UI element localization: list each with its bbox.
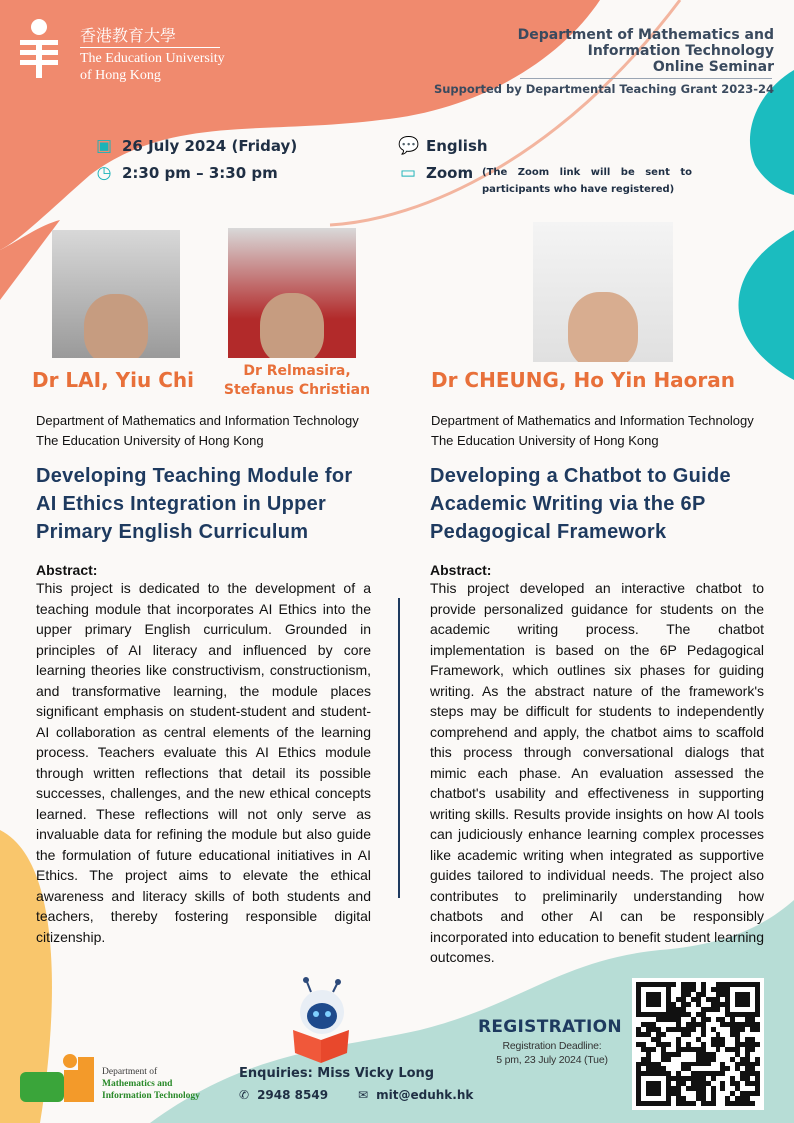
abstract-label: Abstract: [430,562,492,578]
dept-line-1: Department of [102,1067,158,1077]
phone-icon: ✆ [239,1088,250,1102]
header-divider [520,78,772,79]
header-line-1: Department of Mathematics and [517,27,774,43]
email-icon: ✉ [358,1088,369,1102]
zoom-note: (The Zoom link will be sent to participants who have registered) [482,167,692,195]
mit-dept-name [102,1066,200,1102]
university-name [80,28,225,84]
supported-by: Supported by Departmental Teaching Grant 2023-24 [433,82,774,96]
affil-dept: Department of Mathematics and Information Technology [431,413,754,428]
photo-lai [52,230,180,358]
laptop-icon: ▭ [399,163,417,183]
affil-dept: Department of Mathematics and Information Technology [36,413,359,428]
contact-row [239,1088,473,1102]
affil-univ: The Education University of Hong Kong [431,433,659,448]
registration-heading: REGISTRATION [478,1017,622,1037]
right-talk-column [430,462,764,968]
clock-icon: ◷ [96,163,112,183]
university-chinese: 香港教育大學 [80,28,220,48]
enquiries: Enquiries: Miss Vicky Long [239,1066,435,1081]
left-abstract [36,562,371,947]
event-language [398,136,488,156]
university-english-1: The Education University [80,51,225,66]
speaker-cheung: Dr CHEUNG, Ho Yin Haoran [431,368,736,392]
robot-reading-icon [285,968,355,1063]
event-date [94,136,297,156]
header-line-2: Information Technology [587,43,774,59]
left-talk-title: Developing Teaching Module for AI Ethics Integration in Upper Primary English Curriculum [36,465,353,543]
speaker-lai: Dr LAI, Yiu Chi [32,368,194,392]
abstract-text: This project developed an interactive chatbot to provide personalized guidance for students on the academic writing process. The chatbot implementation is based on the 6P Pedagogical Framework, which outlines six phases for guiding writing. As the abstract nature of the framework's steps may be difficult for students to independently comprehend and apply, the chatbot aims to scaffold this process through conversational dialogs that mimic each phase. An evaluation assessed the chatbot's usability and effectiveness in supporting writing skills. Results provide insights on how AI tools can judiciously enhance learning complex processes like academic writing when integrated as supportive guides tailored to individual needs. The project also contributes to preliminarily understanding how chatbots and other AI can be responsibly incorporated into education to benefit student learning outcomes. [430,580,764,965]
registration-qr-code[interactable] [632,978,764,1110]
dept-line-2: Mathematics and [102,1079,173,1089]
event-time [94,163,278,183]
header-title [518,27,774,75]
column-divider [398,598,400,898]
abstract-label: Abstract: [36,562,98,578]
platform-text: Zoom [426,164,474,182]
event-platform [398,163,473,183]
registration-deadline [484,1039,620,1067]
date-text: 26 July 2024 (Friday) [122,137,298,155]
dept-line-3: Information Technology [102,1091,200,1101]
language-icon: 💬 [398,136,420,156]
photo-cheung [533,222,673,362]
mit-logo-icon [20,1052,100,1102]
abstract-text: This project is dedicated to the development of a teaching module that incorporates AI Ethics into the upper primary English curriculum. Grounded in principles of AI literacy and influenced by core learning theories like constructivism, constructionism, and transformative learning, the module places significant emphasis on student-student and student-AI collaboration as central elements of the learning process. Teachers evaluate this AI Ethics module through written reflections that detail its possible successes, challenges, and the new ethical concepts learned. These reflections will not only serve as invaluable data for refining the module but also guide the formulation of future educational initiatives in AI Ethics. The project aims to elevate the ethical awareness and literacy skills of both students and teachers, thereby fostering responsible digital citizenship. [36,580,371,945]
right-talk-title: Developing a Chatbot to Guide Academic Writing via the 6P Pedagogical Framework [430,465,731,543]
speaker-relmasira: Dr Relmasira, Stefanus Christian [223,363,371,398]
right-abstract [430,562,764,968]
left-affiliation [36,411,359,451]
deadline: 5 pm, 23 July 2024 (Tue) [496,1054,608,1066]
photo-relmasira [228,228,356,358]
university-english-2: of Hong Kong [80,68,161,83]
left-talk-column [36,462,371,947]
phone: 2948 8549 [257,1088,329,1102]
deadline-label: Registration Deadline: [502,1040,602,1052]
language-text: English [426,137,488,155]
eduhk-logo-icon [18,18,60,80]
affil-univ: The Education University of Hong Kong [36,433,264,448]
calendar-icon: ▣ [95,136,113,156]
right-affiliation [431,411,754,451]
time-text: 2:30 pm – 3:30 pm [122,164,278,182]
header-line-3: Online Seminar [652,59,774,75]
email-link[interactable]: mit@eduhk.hk [376,1088,474,1102]
